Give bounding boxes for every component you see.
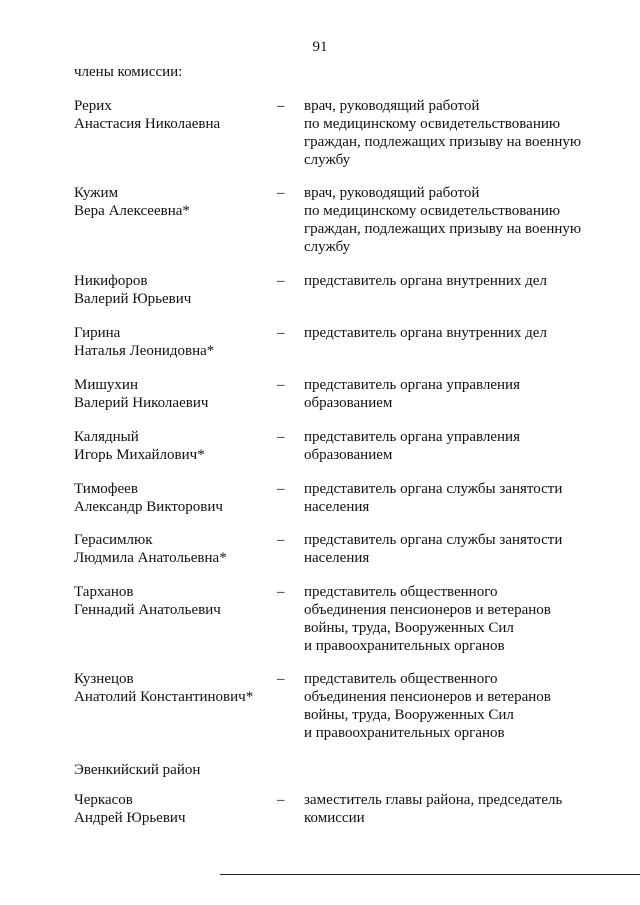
- member-surname: Рерих: [74, 98, 112, 114]
- dash: –: [277, 584, 285, 600]
- role-line: граждан, подлежащих призыву на военную: [304, 134, 582, 150]
- member-surname: Калядный: [74, 429, 139, 445]
- role-line: и правоохранительных органов: [304, 725, 505, 741]
- role-line: по медицинскому освидетельствованию: [304, 116, 561, 132]
- member-given-names: Геннадий Анатольевич: [74, 602, 221, 618]
- role-line: представитель органа внутренних дел: [304, 325, 547, 341]
- role-line: и правоохранительных органов: [304, 638, 505, 654]
- role-line: службу: [304, 152, 351, 168]
- member-given-names: Александр Викторович: [74, 499, 223, 515]
- member-role: [304, 272, 594, 290]
- member-role: [304, 97, 594, 169]
- member-role: [304, 480, 594, 516]
- member-surname: Кузнецов: [74, 671, 134, 687]
- member-name: [74, 531, 274, 567]
- member-role: [304, 428, 594, 464]
- member-given-names: Анастасия Николаевна: [74, 116, 221, 132]
- member-name: [74, 184, 274, 220]
- member-given-names: Наталья Леонидовна*: [74, 343, 215, 359]
- member-name: [74, 791, 274, 827]
- role-line: врач, руководящий работой: [304, 185, 480, 201]
- member-name: [74, 428, 274, 464]
- dash: –: [277, 481, 285, 497]
- member-surname: Никифоров: [74, 273, 148, 289]
- member-surname: Кужим: [74, 185, 119, 201]
- intro-heading: члены комиссии:: [74, 64, 183, 80]
- member-role: [304, 670, 594, 742]
- role-line: представитель общественного: [304, 584, 498, 600]
- member-name: [74, 670, 274, 706]
- dash: –: [277, 429, 285, 445]
- role-line: представитель органа внутренних дел: [304, 273, 547, 289]
- role-line: населения: [304, 550, 370, 566]
- role-line: войны, труда, Вооруженных Сил: [304, 620, 514, 636]
- role-line: службу: [304, 239, 351, 255]
- dash: –: [277, 325, 285, 341]
- role-line: представитель общественного: [304, 671, 498, 687]
- dash: –: [277, 185, 285, 201]
- member-given-names: Валерий Николаевич: [74, 395, 209, 411]
- role-line: по медицинскому освидетельствованию: [304, 203, 561, 219]
- role-line: представитель органа службы занятости: [304, 532, 563, 548]
- member-given-names: Анатолий Константинович*: [74, 689, 254, 705]
- member-role: [304, 184, 594, 256]
- page-number: 91: [312, 39, 328, 55]
- member-surname: Тимофеев: [74, 481, 138, 497]
- member-name: [74, 97, 274, 133]
- member-name: [74, 480, 274, 516]
- dash: –: [277, 532, 285, 548]
- member-given-names: Вера Алексеевна*: [74, 203, 190, 219]
- role-line: заместитель главы района, председатель: [304, 792, 563, 808]
- member-surname: Черкасов: [74, 792, 133, 808]
- role-line: образованием: [304, 395, 393, 411]
- member-name: [74, 272, 274, 308]
- member-name: [74, 324, 274, 360]
- role-line: граждан, подлежащих призыву на военную: [304, 221, 582, 237]
- member-surname: Тарханов: [74, 584, 134, 600]
- role-line: образованием: [304, 447, 393, 463]
- role-line: объединения пенсионеров и ветеранов: [304, 689, 551, 705]
- role-line: представитель органа управления: [304, 377, 520, 393]
- member-given-names: Людмила Анатольевна*: [74, 550, 227, 566]
- role-line: представитель органа управления: [304, 429, 520, 445]
- member-name: [74, 376, 274, 412]
- role-line: объединения пенсионеров и ветеранов: [304, 602, 551, 618]
- member-role: [304, 531, 594, 567]
- dash: –: [277, 98, 285, 114]
- member-given-names: Валерий Юрьевич: [74, 291, 192, 307]
- member-role: [304, 583, 594, 655]
- member-surname: Мишухин: [74, 377, 138, 393]
- role-line: врач, руководящий работой: [304, 98, 480, 114]
- role-line: комиссии: [304, 810, 365, 826]
- dash: –: [277, 273, 285, 289]
- district-heading: Эвенкийский район: [74, 762, 201, 778]
- role-line: населения: [304, 499, 370, 515]
- member-surname: Герасимлюк: [74, 532, 153, 548]
- role-line: войны, труда, Вооруженных Сил: [304, 707, 514, 723]
- member-given-names: Андрей Юрьевич: [74, 810, 186, 826]
- member-surname: Гирина: [74, 325, 121, 341]
- member-role: [304, 791, 594, 827]
- member-role: [304, 376, 594, 412]
- dash: –: [277, 671, 285, 687]
- member-role: [304, 324, 594, 342]
- member-given-names: Игорь Михайлович*: [74, 447, 205, 463]
- dash: –: [277, 377, 285, 393]
- dash: –: [277, 792, 285, 808]
- role-line: представитель органа службы занятости: [304, 481, 563, 497]
- footer-rule: [220, 874, 640, 875]
- member-name: [74, 583, 274, 619]
